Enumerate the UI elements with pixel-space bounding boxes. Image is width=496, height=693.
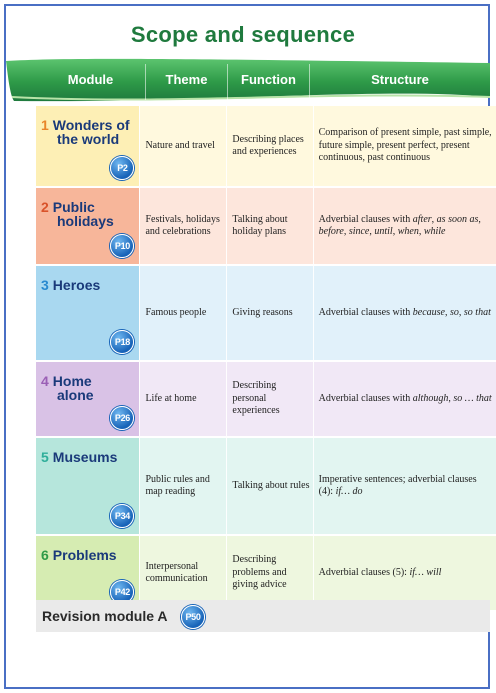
module-name-line1: Public xyxy=(52,199,95,215)
theme-cell: Nature and travel xyxy=(140,106,227,187)
structure-text: Adverbial clauses with xyxy=(318,392,413,404)
module-title[interactable] xyxy=(41,548,117,562)
function-cell: Talking about rules xyxy=(227,437,313,535)
structure-keyword: although xyxy=(412,392,449,404)
structure-text: Comparison of present simple, past simple, future simple, present perfect, present continuous, past continuous xyxy=(318,127,492,164)
page-badge[interactable]: P34 xyxy=(110,504,134,528)
module-number: 2 xyxy=(41,199,49,215)
structure-cell xyxy=(313,361,496,437)
module-number: 5 xyxy=(41,449,49,465)
function-cell: Describing places and experiences xyxy=(227,106,313,187)
module-title[interactable] xyxy=(41,278,100,292)
table-row xyxy=(36,187,496,265)
structure-keyword: if… do xyxy=(335,486,363,497)
structure-cell xyxy=(313,437,496,535)
page-badge[interactable]: P10 xyxy=(110,234,134,258)
theme-cell: Life at home xyxy=(140,361,227,437)
function-cell: Talking about holiday plans xyxy=(227,187,313,265)
module-name-line1: Home xyxy=(52,373,92,389)
module-cell xyxy=(36,106,140,187)
module-title[interactable] xyxy=(41,450,117,464)
table-row xyxy=(36,265,496,361)
module-cell xyxy=(36,265,140,361)
structure-text: Adverbial clauses with xyxy=(318,306,413,318)
table-row xyxy=(36,106,496,187)
module-name-line1: Wonders of xyxy=(52,117,130,133)
header-structure: Structure xyxy=(371,72,429,87)
header-theme: Theme xyxy=(165,72,208,87)
header-module: Module xyxy=(67,72,114,87)
function-cell: Describing personal experiences xyxy=(227,361,313,437)
structure-text: , xyxy=(418,226,424,237)
theme-cell: Festivals, holidays and celebrations xyxy=(140,187,227,265)
revision-label: Revision module A xyxy=(42,608,168,624)
page-badge[interactable]: P42 xyxy=(110,580,134,604)
module-number: 1 xyxy=(41,117,49,133)
structure-keyword: when xyxy=(397,226,419,237)
structure-cell xyxy=(313,187,496,265)
theme-cell: Public rules and map reading xyxy=(140,437,227,535)
structure-keyword: as soon as xyxy=(436,213,479,225)
structure-text: Adverbial clauses (5): xyxy=(318,566,410,578)
structure-text: , xyxy=(478,213,481,225)
structure-keyword: while xyxy=(423,226,446,237)
structure-text: Adverbial clauses with xyxy=(318,213,413,225)
theme-cell: Interpersonal communication xyxy=(140,535,227,611)
module-cell xyxy=(36,361,140,437)
structure-keyword: after xyxy=(412,213,432,225)
structure-text: , xyxy=(392,226,398,237)
structure-cell xyxy=(313,106,496,187)
structure-keyword: so … that xyxy=(453,392,492,404)
module-name-line2: the world xyxy=(57,131,120,147)
structure-text: , xyxy=(369,226,375,237)
structure-keyword: since xyxy=(348,226,370,237)
page-badge[interactable]: P2 xyxy=(110,156,134,180)
module-number: 6 xyxy=(41,547,49,563)
structure-keyword: so that xyxy=(463,306,491,318)
revision-row xyxy=(36,600,490,632)
page-badge[interactable]: P50 xyxy=(181,605,205,629)
module-cell xyxy=(36,437,140,535)
theme-cell: Famous people xyxy=(140,265,227,361)
structure-text: , xyxy=(445,306,450,318)
function-cell: Giving reasons xyxy=(227,265,313,361)
page-badge[interactable]: P26 xyxy=(110,406,134,430)
module-name-line1: Museums xyxy=(52,449,118,465)
table-row xyxy=(36,437,496,535)
module-title[interactable] xyxy=(41,374,94,402)
module-number: 4 xyxy=(41,373,49,389)
module-number: 3 xyxy=(41,277,49,293)
module-title[interactable] xyxy=(41,200,114,228)
structure-keyword: if… will xyxy=(409,566,442,578)
page-badge[interactable]: P18 xyxy=(110,330,134,354)
table-row xyxy=(36,361,496,437)
header-function: Function xyxy=(241,72,296,87)
module-name-line1: Problems xyxy=(52,547,117,563)
structure-text: Imperative sentences; adverbial clauses (4): xyxy=(318,473,477,497)
page-title: Scope and sequence xyxy=(130,22,356,47)
module-title[interactable] xyxy=(41,118,130,146)
module-cell xyxy=(36,187,140,265)
scope-table xyxy=(36,106,496,612)
structure-text: , xyxy=(448,392,454,404)
function-cell: Describing problems and giving advice xyxy=(227,535,313,611)
module-name-line2: alone xyxy=(57,387,94,403)
structure-cell xyxy=(313,265,496,361)
structure-text: , xyxy=(458,306,464,318)
structure-keyword: before xyxy=(318,226,344,237)
left-margin xyxy=(6,106,36,632)
module-name-line2: holidays xyxy=(57,213,114,229)
structure-keyword: because xyxy=(412,306,445,318)
structure-keyword: so xyxy=(450,306,459,318)
structure-text: , xyxy=(343,226,349,237)
structure-text: , xyxy=(431,213,437,225)
module-name-line1: Heroes xyxy=(52,277,101,293)
structure-keyword: until xyxy=(374,226,393,237)
